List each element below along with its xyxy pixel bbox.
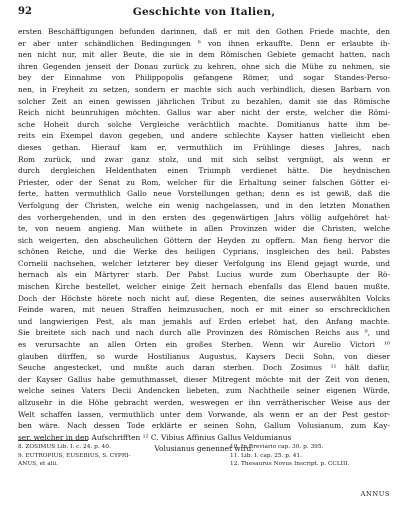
text-line: und langwierigen Pest, als man jemahls auf Erden erlebet hat, den Anfang machte.	[18, 316, 390, 326]
footnotes-right-column	[230, 443, 390, 469]
page-number: 92	[18, 6, 32, 17]
text-line: Feinde waren, mit neuen Straffen heimzusuchen, noch er mit einer so erschrecklichen	[18, 305, 390, 315]
text-line: ersten Beschäfftigungen befunden darinnen, daß er mit den Gothen Friede machte, den	[18, 27, 390, 36]
text-line: Verfolgung der Christen, welche ein wenig nachgelassen, und in den letzten Monathen	[18, 200, 390, 210]
text-line: nen, in Freyheit zu setzen, sondern er machte sich auch verbindlich, diesen Barbarn von	[18, 84, 390, 94]
text-line: Welt schaffen lassen, vermuthlich unter dem Vorwande, als wenn er an der Pest gestor-	[18, 409, 390, 419]
footnotes-left-column	[18, 443, 213, 469]
text-line: Doch der Höchste hörete noch nicht auf, diese Regenten, die seines auserwählten Volcks	[18, 293, 390, 303]
text-line: hernach als ein Märtyrer starb. Der Pabst Lucius wurde zum Oberhaupte der Rö-	[18, 270, 390, 280]
text-line: Priester, oder der Senat zu Rom, welcher für die Erhaltung seiner falschen Götter ei-	[18, 177, 390, 187]
footnote: 10. In Breviario cap. 30. p. 395.	[230, 444, 324, 450]
text-line: schönen Reiche, und die Werke des heiligen Cyprians, insgleichen des heil. Pabstes	[18, 247, 390, 257]
text-line: welche seines Vaters Decii Andencken liebeten, zum Nachtheile seiner eigenen Würde,	[18, 386, 390, 396]
text-line: ben wäre. Nach dessen Tode erklärte er seinen Sohn, Gallum Volusianum, zum Kay-	[18, 421, 390, 431]
text-line: sche Hoheit durch solche Vergleiche verächtlich machte. Domitianus hatte ihm be-	[18, 119, 390, 129]
text-line: reits ein Exempel davon gegeben, und andere schlechte Kayser hatten vielleicht eben	[18, 131, 390, 141]
footnote-divider	[18, 440, 88, 441]
text-line: ferte, hatten vermuthlich Gallo neue Vorstellungen gethan; denn es ist gewiß, daß die	[18, 189, 390, 199]
text-line: des vorhergehenden, und in den ersten des gegenwärtigen Jahrs völlig aufgehöret hat-	[18, 212, 390, 222]
text-line: nen nicht nur, mit aller Beute, die sie in dem Römischen Gebiete gemacht hatten, nach	[18, 50, 390, 60]
text-line: glauben dürffen, so wurde Hostilianus Augustus, Kaysers Decii Sohn, von dieser	[18, 351, 390, 361]
text-line: Cornelii nachsehen, welcher letzterer bey dieser Verfolgung ins Elend gejagt wurde, und	[18, 258, 390, 268]
footnote: 9. EUTROPIUS, EUSEBIUS, S. CYPRI-	[18, 452, 131, 459]
text-line: solcher Zeit an einen gewissen jährlichen Tribut zu bezahlen, damit sie das Römische	[18, 96, 390, 106]
main-text	[18, 26, 390, 455]
text-line: Volusianus genennet wird.	[154, 444, 254, 454]
text-line: Reich nicht beunruhigen möchten. Gallus war aber nicht der erste, welcher die Römi-	[18, 108, 390, 118]
running-title: Geschichte von Italien,	[132, 6, 276, 18]
text-line: ihren Gegenden jenseit der Donau zurück zu kehren, ohne sich die Mühe zu nehmen, sie	[18, 61, 390, 71]
footnote: 11. Lib. I. cap. 25. p. 41.	[230, 452, 302, 459]
catchword: ANNUS	[360, 490, 390, 498]
text-line: bey der Einnahme von Philippopolis gefangene Römer, und sogar Standes-Perso-	[18, 73, 390, 83]
text-line: Sie breitete sich nach und nach durch alle Provinzen des Römischen Reichs aus ⁹, und	[18, 328, 390, 338]
text-line: allzusehr in die Höhe gebracht werden, weswegen er ihn verrätherischer Weise aus der	[18, 398, 390, 407]
text-line: er aber unter schändlichen Bedingungen ⁸ von ihnen erkauffte. Denn er erlaubte ih-	[18, 38, 390, 48]
footnote: ANUS, et alii.	[18, 461, 59, 468]
page-header	[18, 6, 390, 22]
text-line: sich weigerten, den abscheulichen Göttern der Heyden zu opffern. Man fieng hervor die	[18, 235, 390, 245]
text-line: Rom zurück, und zwar ganz stolz, und mit sich selbst vergnügt, als wenn er	[18, 154, 390, 164]
text-line: ser, welcher in den Aufschrifften ¹² C. Vibius Affinius Gallus Veldumianus	[18, 432, 292, 442]
text-line: Seuche angestecket, und mußte auch daran sterben. Doch Zosimus ¹¹ hält dafür,	[18, 363, 390, 373]
text-line: te, von neuem angieng. Man wüthete in allen Provinzen wider die Christen, welche	[18, 224, 390, 234]
text-line: durch dergleichen Heldenthaten einen Triumph verdienet hätte. Die heydnischen	[18, 166, 390, 176]
text-line: der Kayser Gallus habe gemuthmasset, dieser Mitregent möchte mit der Zeit von denen,	[18, 374, 390, 384]
text-line: mischen Kirche bestellet, welcher einige Zeit hernach ebenfalls das Elend bauen mußte.	[18, 282, 390, 292]
footnote: 8. ZOSIMUS Lib. I. c. 24. p. 40.	[18, 444, 111, 450]
footnote: 12. Thesaurus Novus Inscript. p. CCLIII.	[230, 461, 350, 468]
text-line: dieses gethan. Hierauf kam er, vermuthlich im Frühlinge dieses Jahres, nach	[18, 142, 390, 152]
text-line: es verursachte an allen Orten ein großes Sterben. Wenn wir Aurelio Victori ¹⁰	[18, 340, 390, 350]
